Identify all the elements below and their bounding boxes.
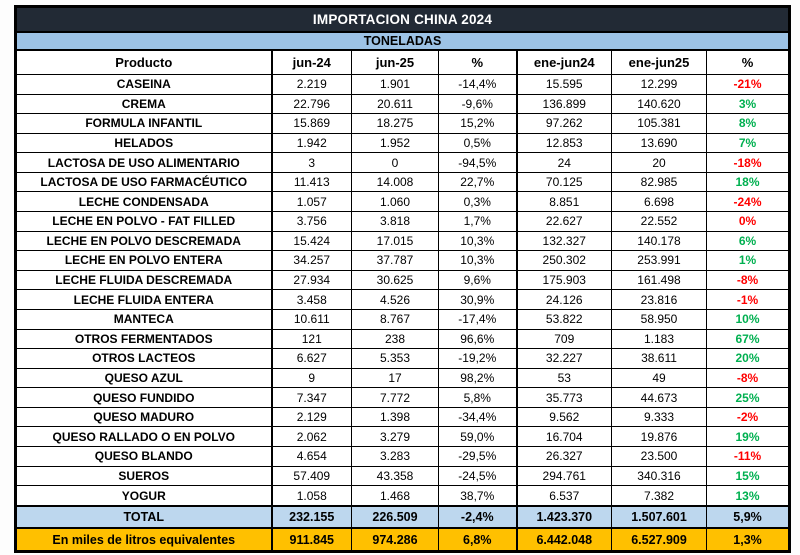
jun24-cell: 10.611 (272, 309, 352, 329)
pct-month-cell: 0,5% (439, 133, 517, 153)
total-label: TOTAL (16, 506, 272, 528)
jun24-cell: 15.424 (272, 231, 352, 251)
jun25-cell: 3.283 (352, 446, 439, 466)
table-row (16, 251, 790, 271)
table-row (16, 427, 790, 447)
product-cell: QUESO MADURO (16, 407, 272, 427)
table-subtitle: TONELADAS (16, 32, 790, 50)
enejun24-cell: 175.903 (517, 270, 612, 290)
enejun24-cell: 26.327 (517, 446, 612, 466)
jun24-cell: 1.942 (272, 133, 352, 153)
jun24-cell: 4.654 (272, 446, 352, 466)
total-pct-month-cell: -2,4% (439, 506, 517, 528)
table-row (16, 192, 790, 212)
product-cell: LECHE EN POLVO DESCREMADA (16, 231, 272, 251)
importacion-china-table (14, 5, 791, 553)
table-body (16, 75, 790, 507)
pct-month-cell: 15,2% (439, 114, 517, 134)
table-row (16, 114, 790, 134)
column-header-jun25: jun-25 (352, 50, 439, 75)
jun24-cell: 22.796 (272, 94, 352, 114)
enejun25-cell: 105.381 (612, 114, 707, 134)
jun25-cell: 1.060 (352, 192, 439, 212)
enejun25-cell: 1.183 (612, 329, 707, 349)
enejun25-cell: 140.178 (612, 231, 707, 251)
pct-month-cell: 98,2% (439, 368, 517, 388)
enejun25-cell: 49 (612, 368, 707, 388)
enejun25-cell: 140.620 (612, 94, 707, 114)
enejun25-cell: 253.991 (612, 251, 707, 271)
enejun24-cell: 709 (517, 329, 612, 349)
product-cell: HELADOS (16, 133, 272, 153)
pct-accum-cell: 67% (707, 329, 790, 349)
product-cell: QUESO AZUL (16, 368, 272, 388)
table-row (16, 349, 790, 369)
product-cell: QUESO FUNDIDO (16, 388, 272, 408)
table-row (16, 368, 790, 388)
column-header-enejun25: ene-jun25 (612, 50, 707, 75)
column-header-row (16, 50, 790, 75)
product-cell: LACTOSA DE USO FARMACÉUTICO (16, 172, 272, 192)
enejun25-cell: 13.690 (612, 133, 707, 153)
table-row (16, 309, 790, 329)
pct-accum-cell: 19% (707, 427, 790, 447)
jun25-cell: 14.008 (352, 172, 439, 192)
jun25-cell: 43.358 (352, 466, 439, 486)
product-cell: CREMA (16, 94, 272, 114)
enejun24-cell: 12.853 (517, 133, 612, 153)
pct-accum-cell: 7% (707, 133, 790, 153)
enejun25-cell: 12.299 (612, 75, 707, 95)
enejun24-cell: 35.773 (517, 388, 612, 408)
pct-accum-cell: 20% (707, 349, 790, 369)
enejun24-cell: 250.302 (517, 251, 612, 271)
jun25-cell: 37.787 (352, 251, 439, 271)
enejun24-cell: 24 (517, 153, 612, 173)
column-header-pct-accum: % (707, 50, 790, 75)
jun25-cell: 0 (352, 153, 439, 173)
table-row (16, 407, 790, 427)
pct-accum-cell: -1% (707, 290, 790, 310)
liters-jun25-cell: 974.286 (352, 528, 439, 552)
jun25-cell: 1.901 (352, 75, 439, 95)
pct-month-cell: -34,4% (439, 407, 517, 427)
jun24-cell: 2.219 (272, 75, 352, 95)
product-cell: LACTOSA DE USO ALIMENTARIO (16, 153, 272, 173)
pct-month-cell: -9,6% (439, 94, 517, 114)
jun25-cell: 1.398 (352, 407, 439, 427)
total-row (16, 506, 790, 528)
enejun25-cell: 58.950 (612, 309, 707, 329)
product-cell: QUESO BLANDO (16, 446, 272, 466)
enejun25-cell: 23.500 (612, 446, 707, 466)
enejun24-cell: 24.126 (517, 290, 612, 310)
jun25-cell: 8.767 (352, 309, 439, 329)
jun24-cell: 7.347 (272, 388, 352, 408)
pct-accum-cell: 3% (707, 94, 790, 114)
jun25-cell: 1.468 (352, 486, 439, 506)
product-cell: OTROS FERMENTADOS (16, 329, 272, 349)
enejun24-cell: 136.899 (517, 94, 612, 114)
jun24-cell: 27.934 (272, 270, 352, 290)
pct-month-cell: 59,0% (439, 427, 517, 447)
pct-month-cell: 10,3% (439, 251, 517, 271)
pct-accum-cell: -21% (707, 75, 790, 95)
product-cell: LECHE FLUIDA ENTERA (16, 290, 272, 310)
product-cell: QUESO RALLADO O EN POLVO (16, 427, 272, 447)
pct-accum-cell: 15% (707, 466, 790, 486)
jun25-cell: 238 (352, 329, 439, 349)
liters-pct-month-cell: 6,8% (439, 528, 517, 552)
jun24-cell: 3 (272, 153, 352, 173)
jun25-cell: 7.772 (352, 388, 439, 408)
jun25-cell: 17 (352, 368, 439, 388)
product-cell: LECHE FLUIDA DESCREMADA (16, 270, 272, 290)
jun25-cell: 3.279 (352, 427, 439, 447)
jun24-cell: 2.062 (272, 427, 352, 447)
pct-accum-cell: 1% (707, 251, 790, 271)
enejun25-cell: 161.498 (612, 270, 707, 290)
liters-jun24-cell: 911.845 (272, 528, 352, 552)
pct-month-cell: 22,7% (439, 172, 517, 192)
liters-enejun24-cell: 6.442.048 (517, 528, 612, 552)
enejun24-cell: 16.704 (517, 427, 612, 447)
jun25-cell: 4.526 (352, 290, 439, 310)
product-cell: MANTECA (16, 309, 272, 329)
enejun24-cell: 9.562 (517, 407, 612, 427)
product-cell: YOGUR (16, 486, 272, 506)
enejun25-cell: 22.552 (612, 212, 707, 232)
pct-accum-cell: 10% (707, 309, 790, 329)
table-row (16, 133, 790, 153)
enejun25-cell: 6.698 (612, 192, 707, 212)
table-row (16, 212, 790, 232)
enejun25-cell: 9.333 (612, 407, 707, 427)
enejun25-cell: 44.673 (612, 388, 707, 408)
jun24-cell: 1.057 (272, 192, 352, 212)
liters-equivalent-row (16, 528, 790, 552)
enejun24-cell: 53 (517, 368, 612, 388)
jun25-cell: 3.818 (352, 212, 439, 232)
product-cell: OTROS LACTEOS (16, 349, 272, 369)
jun24-cell: 9 (272, 368, 352, 388)
pct-month-cell: 38,7% (439, 486, 517, 506)
jun24-cell: 11.413 (272, 172, 352, 192)
table-row (16, 329, 790, 349)
product-cell: LECHE EN POLVO ENTERA (16, 251, 272, 271)
product-cell: SUEROS (16, 466, 272, 486)
pct-accum-cell: -18% (707, 153, 790, 173)
pct-accum-cell: 18% (707, 172, 790, 192)
enejun25-cell: 7.382 (612, 486, 707, 506)
pct-month-cell: -14,4% (439, 75, 517, 95)
total-enejun24-cell: 1.423.370 (517, 506, 612, 528)
pct-accum-cell: -8% (707, 368, 790, 388)
table-row (16, 231, 790, 251)
jun25-cell: 18.275 (352, 114, 439, 134)
enejun24-cell: 53.822 (517, 309, 612, 329)
enejun24-cell: 22.627 (517, 212, 612, 232)
product-cell: CASEINA (16, 75, 272, 95)
enejun24-cell: 70.125 (517, 172, 612, 192)
total-enejun25-cell: 1.507.601 (612, 506, 707, 528)
table-row (16, 75, 790, 95)
enejun24-cell: 6.537 (517, 486, 612, 506)
pct-month-cell: 96,6% (439, 329, 517, 349)
enejun25-cell: 82.985 (612, 172, 707, 192)
enejun25-cell: 23.816 (612, 290, 707, 310)
jun25-cell: 5.353 (352, 349, 439, 369)
enejun25-cell: 19.876 (612, 427, 707, 447)
pct-month-cell: 5,8% (439, 388, 517, 408)
column-header-producto: Producto (16, 50, 272, 75)
jun24-cell: 3.756 (272, 212, 352, 232)
product-cell: LECHE CONDENSADA (16, 192, 272, 212)
enejun24-cell: 294.761 (517, 466, 612, 486)
pct-accum-cell: -11% (707, 446, 790, 466)
liters-label: En miles de litros equivalentes (16, 528, 272, 552)
pct-month-cell: 9,6% (439, 270, 517, 290)
total-jun24-cell: 232.155 (272, 506, 352, 528)
jun24-cell: 6.627 (272, 349, 352, 369)
liters-enejun25-cell: 6.527.909 (612, 528, 707, 552)
pct-month-cell: -19,2% (439, 349, 517, 369)
jun24-cell: 34.257 (272, 251, 352, 271)
table-title: IMPORTACION CHINA 2024 (16, 7, 790, 33)
pct-month-cell: 10,3% (439, 231, 517, 251)
jun25-cell: 1.952 (352, 133, 439, 153)
enejun25-cell: 340.316 (612, 466, 707, 486)
table-row (16, 290, 790, 310)
pct-accum-cell: 0% (707, 212, 790, 232)
jun24-cell: 2.129 (272, 407, 352, 427)
table-row (16, 270, 790, 290)
pct-month-cell: 1,7% (439, 212, 517, 232)
column-header-jun24: jun-24 (272, 50, 352, 75)
enejun24-cell: 32.227 (517, 349, 612, 369)
enejun25-cell: 38.611 (612, 349, 707, 369)
enejun24-cell: 8.851 (517, 192, 612, 212)
pct-accum-cell: 6% (707, 231, 790, 251)
column-header-pct-month: % (439, 50, 517, 75)
pct-accum-cell: 8% (707, 114, 790, 134)
pct-month-cell: 0,3% (439, 192, 517, 212)
table-row (16, 486, 790, 506)
table-row (16, 466, 790, 486)
jun24-cell: 1.058 (272, 486, 352, 506)
enejun25-cell: 20 (612, 153, 707, 173)
total-pct-accum-cell: 5,9% (707, 506, 790, 528)
product-cell: FORMULA INFANTIL (16, 114, 272, 134)
pct-accum-cell: -2% (707, 407, 790, 427)
jun24-cell: 121 (272, 329, 352, 349)
enejun24-cell: 97.262 (517, 114, 612, 134)
table-row (16, 172, 790, 192)
pct-accum-cell: 13% (707, 486, 790, 506)
table-subtitle-row (16, 32, 790, 50)
jun24-cell: 3.458 (272, 290, 352, 310)
table-row (16, 94, 790, 114)
jun25-cell: 17.015 (352, 231, 439, 251)
liters-pct-accum-cell: 1,3% (707, 528, 790, 552)
pct-accum-cell: -24% (707, 192, 790, 212)
pct-month-cell: 30,9% (439, 290, 517, 310)
pct-month-cell: -94,5% (439, 153, 517, 173)
product-cell: LECHE EN POLVO - FAT FILLED (16, 212, 272, 232)
table-row (16, 388, 790, 408)
table-row (16, 153, 790, 173)
jun25-cell: 20.611 (352, 94, 439, 114)
column-header-enejun24: ene-jun24 (517, 50, 612, 75)
table-row (16, 446, 790, 466)
pct-month-cell: -17,4% (439, 309, 517, 329)
pct-month-cell: -24,5% (439, 466, 517, 486)
jun25-cell: 30.625 (352, 270, 439, 290)
jun24-cell: 57.409 (272, 466, 352, 486)
table-title-row (16, 7, 790, 33)
pct-accum-cell: -8% (707, 270, 790, 290)
enejun24-cell: 132.327 (517, 231, 612, 251)
pct-accum-cell: 25% (707, 388, 790, 408)
pct-month-cell: -29,5% (439, 446, 517, 466)
jun24-cell: 15.869 (272, 114, 352, 134)
total-jun25-cell: 226.509 (352, 506, 439, 528)
enejun24-cell: 15.595 (517, 75, 612, 95)
